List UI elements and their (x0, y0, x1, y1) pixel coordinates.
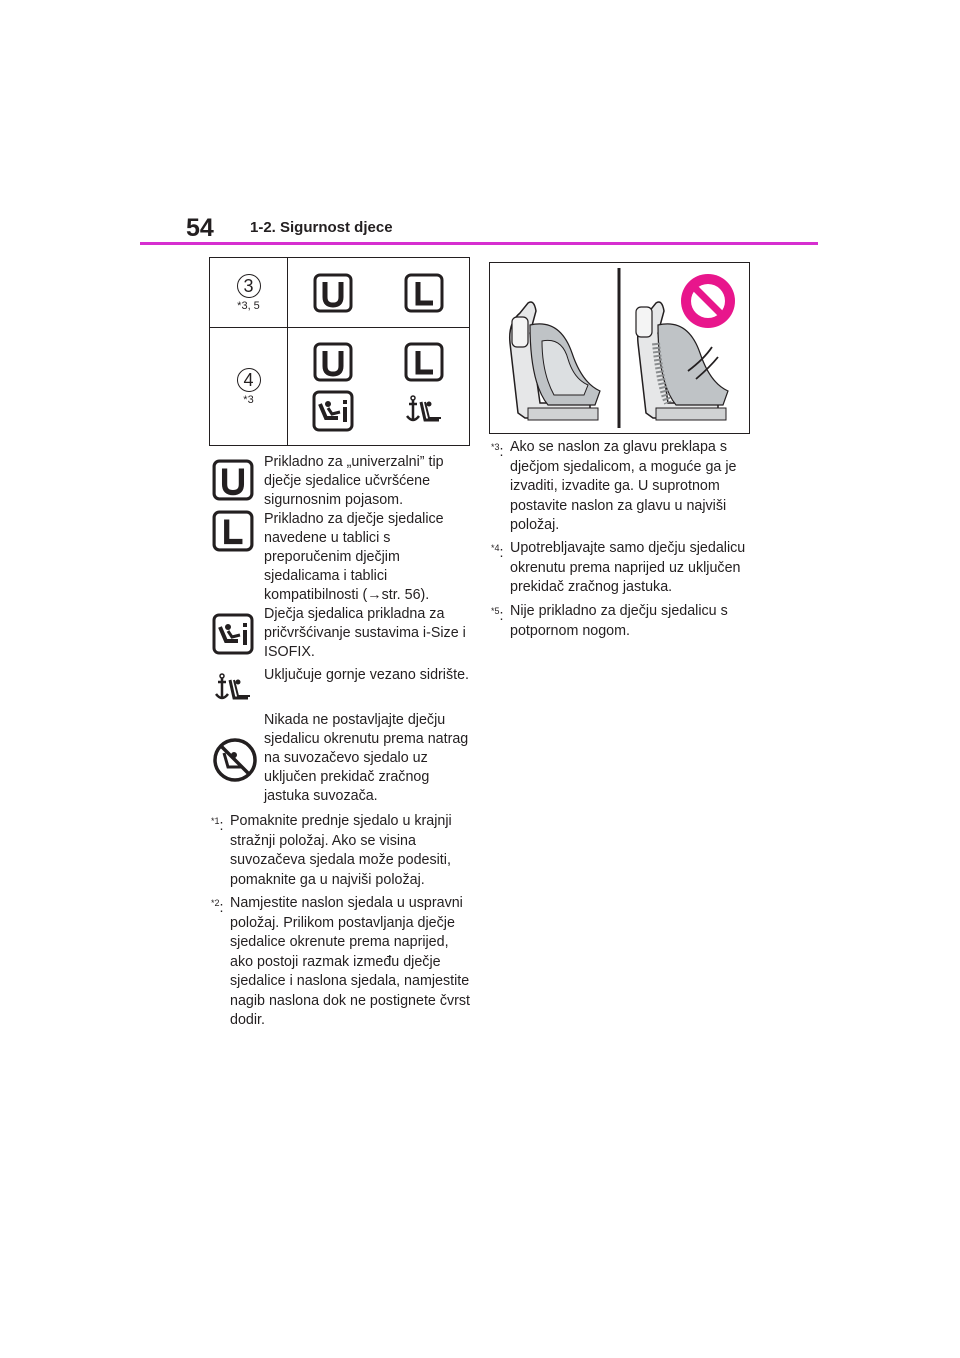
page-number: 54 (186, 214, 214, 242)
table-row (210, 328, 470, 446)
universal-u-icon (212, 459, 254, 501)
footnote-1: $^{*1}$: Pomaknite prednje sjedalo u krajnji stražnji položaj. Ako se visina suvozačeva sjedala može podesiti, pomaknite ga u najviši položaj. (211, 812, 471, 890)
footnote-text: Nije prikladno za dječju sjedalicu s potpornom nogom. (510, 603, 728, 639)
footnote-5: $^{*5}$: Nije prikladno za dječju sjedalicu s potpornom nogom. (491, 602, 753, 641)
position-cell (210, 328, 288, 446)
seat-position-number: 4 (237, 368, 261, 392)
footnote-4: $^{*4}$: Upotrebljavajte samo dječju sjedalicu okrenutu prema naprijed uz uključen prekidač zračnog jastuka. (491, 539, 753, 598)
footnote-text: Pomaknite prednje sjedalo u krajnji stražnji položaj. Ako se visina suvozačeva sjedala može podesiti, pomaknite ga u najviši položaj. (230, 813, 452, 888)
table-row (210, 258, 470, 328)
footnote-text: Upotrebljavajte samo dječju sjedalicu okrenutu prema naprijed uz uključen prekidač zračnog jastuka. (510, 540, 746, 595)
top-tether-anchor-icon (212, 668, 254, 710)
seat-correct (510, 302, 600, 420)
universal-u-icon (313, 342, 353, 382)
isize-seat-icon (212, 613, 254, 655)
footnote-text: Namjestite naslon sjedala u uspravni položaj. Prilikom postavljanja dječje sjedalice okrenute prema naprijed, ako postoji razmak između dječje sjedalice i naslona sjedala, namjestite nagib naslona dok ne postignete čvrst dodir. (230, 895, 471, 1028)
headrest-illustration (490, 263, 749, 433)
legend-text: Nikada ne postavljajte dječju sjedalicu okrenutu prema natrag na suvozačevo sjedalo uz uključen prekidač zračnog jastuka suvozača. (264, 712, 469, 804)
footnote-3: $^{*3}$: Ako se naslon za glavu preklapa s dječjom sjedalicom, a moguće ga je izvaditi, izvadite ga. U suprotnom postavite naslon za glavu u najviši položaj. (491, 438, 753, 536)
compat-icons-cell (288, 328, 470, 446)
top-tether-anchor-icon (403, 390, 445, 432)
child-seat-illustration (489, 262, 750, 434)
legend-text: Prikladno za dječje sjedalice navedene u tablici s preporučenim dječjim sjedalicama i tablici kompatibilnosti (→str. 56). (264, 511, 444, 603)
position-note: *3 (243, 393, 254, 406)
section-title: 1-2. Sigurnost djece (250, 219, 393, 236)
header-rule (140, 242, 818, 245)
footnote-mark: *3 (491, 442, 500, 452)
list-l-icon (404, 342, 444, 382)
prohibited-icon (681, 274, 735, 328)
position-note: *3, 5 (237, 299, 260, 312)
seat-position-table (209, 257, 470, 446)
legend-text: Uključuje gornje vezano sidrište. (264, 667, 470, 683)
universal-u-icon (313, 273, 353, 313)
footnote-mark: *2 (211, 898, 220, 908)
legend-text: Prikladno za „univerzalni” tip dječje sjedalice učvršćene sigurnosnim pojasom. (264, 454, 444, 508)
isize-seat-icon (312, 390, 354, 432)
footnote-2: $^{*2}$: Namjestite naslon sjedala u uspravni položaj. Prilikom postavljanja dječje sjedalice okrenute prema naprijed, ako postoji razmak između dječje sjedalice i naslona sjedala, namjestite nagib naslona dok ne postignete čvrst dodir. (211, 894, 471, 1031)
no-rear-facing-icon (212, 737, 258, 783)
footnote-text: Ako se naslon za glavu preklapa s dječjom sjedalicom, a moguće ga je izvaditi, izvadite ga. U suprotnom postavite naslon za glavu u najviši položaj. (510, 439, 737, 533)
footnote-mark: *5 (491, 606, 500, 616)
footnote-mark: *4 (491, 543, 500, 553)
legend-text: Dječja sjedalica prikladna za pričvršćivanje sustavima i-Size i ISOFIX. (264, 606, 466, 660)
position-cell (210, 258, 288, 328)
footnote-mark: *1 (211, 816, 220, 826)
compat-icons-cell (288, 258, 470, 328)
seat-position-number: 3 (237, 274, 261, 298)
list-l-icon (212, 510, 254, 552)
list-l-icon (404, 273, 444, 313)
